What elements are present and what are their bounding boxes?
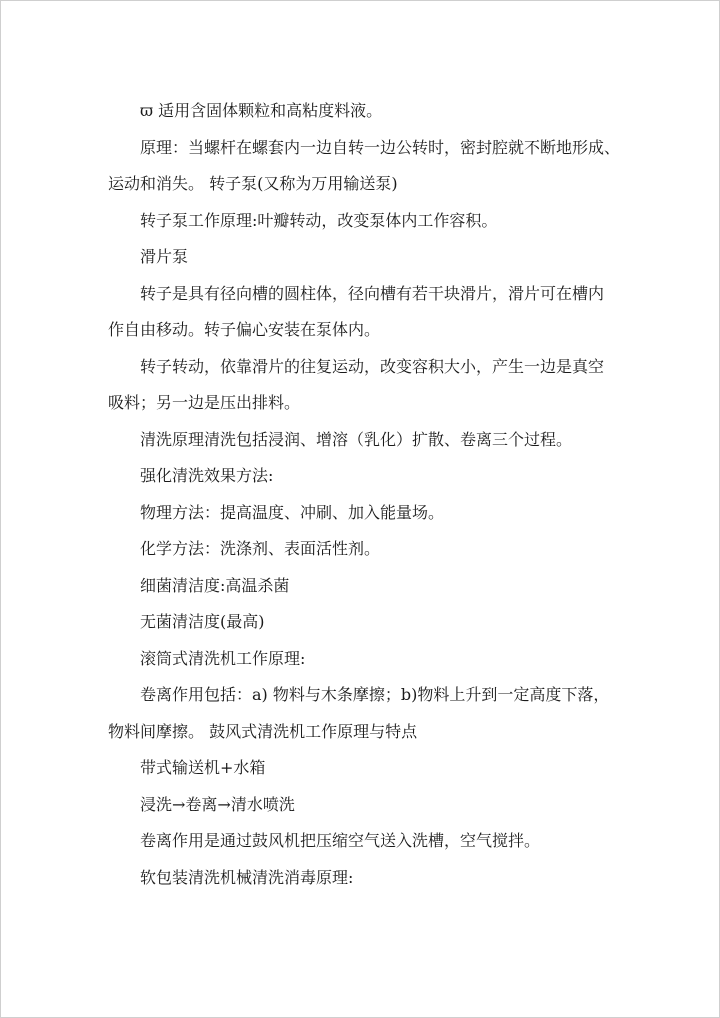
text-line: 作自由移动。转子偏心安装在泵体内。 [108,320,381,339]
text-line: 运动和消失。 转子泵(又称为万用输送泵) [108,174,398,193]
document-body [108,93,628,896]
text-line: 转子泵工作原理:叶瓣转动，改变泵体内工作容积。 [140,210,498,230]
text-line: 软包装清洗机械清洗消毒原理: [140,867,354,887]
text-line: 强化清洗效果方法: [140,466,274,485]
text-line: 滚筒式清洗机工作原理: [140,648,306,668]
text-line: 卷离作用是通过鼓风机把压缩空气送入洗槽，空气搅拌。 [140,831,541,850]
text-line: 卷离作用包括：a) 物料与木条摩擦；b)物料上升到一定高度下落， [140,685,610,704]
text-line: 清洗原理清洗包括浸润、增溶（乳化）扩散、卷离三个过程。 [140,429,573,449]
text-line: 转子转动，依靠滑片的往复运动，改变容积大小，产生一边是真空 [140,356,605,376]
text-line: 无菌清洁度(最高) [140,612,265,631]
text-line: 化学方法：洗涤剂、表面活性剂。 [140,539,381,558]
text-line: 物理方法：提高温度、冲刷、加入能量场。 [140,502,445,522]
text-line: 吸料；另一边是压出排料。 [108,393,301,412]
text-line: 浸洗→卷离→清水喷洗 [140,794,295,814]
text-line: 原理：当螺杆在螺套内一边自转一边公转时，密封腔就不断地形成、 [140,137,621,157]
text-line: ϖ 适用含固体颗粒和高粘度料液。 [140,101,383,120]
text-line: 滑片泵 [140,247,189,266]
text-line: 带式输送机+水箱 [140,758,266,777]
text-line: 细菌清洁度:高温杀菌 [140,575,290,595]
text-line: 转子是具有径向槽的圆柱体，径向槽有若干块滑片，滑片可在槽内 [140,283,605,303]
text-line: 物料间摩擦。 鼓风式清洗机工作原理与特点 [108,721,418,741]
